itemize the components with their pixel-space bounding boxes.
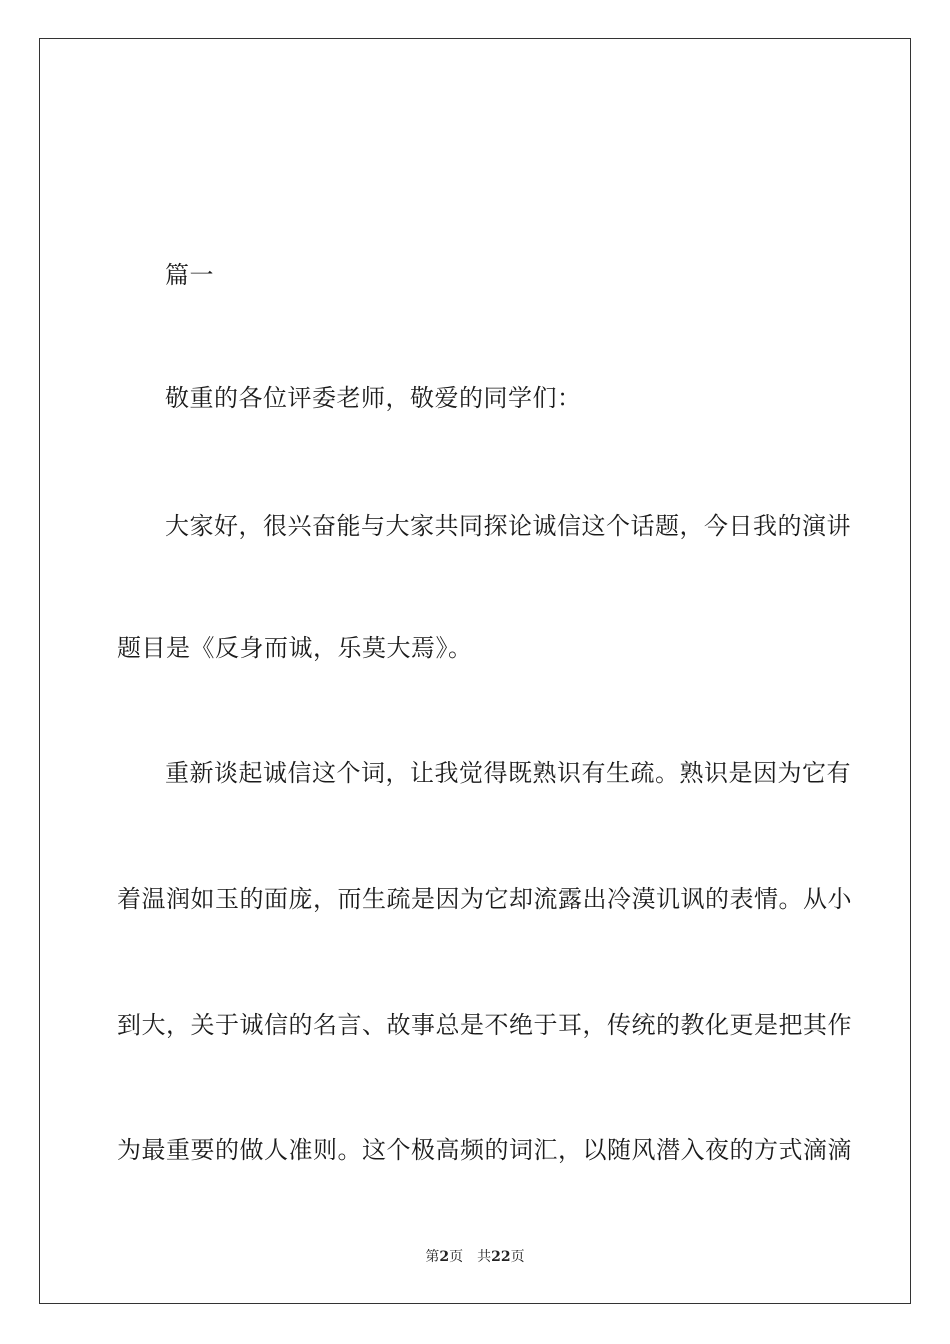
- paragraph-line: 为最重要的做人准则。这个极高频的词汇，以随风潜入夜的方式滴滴: [117, 1136, 852, 1164]
- paragraph-line: 着温润如玉的面庞，而生疏是因为它却流露出冷漠讥讽的表情。从小: [117, 885, 852, 913]
- total-prefix: 共: [477, 1249, 492, 1265]
- page-border: [39, 38, 911, 1304]
- page-footer: [0, 1248, 950, 1266]
- total-suffix: 页: [510, 1249, 525, 1265]
- page-prefix: 第: [425, 1249, 440, 1265]
- salutation: 敬重的各位评委老师，敬爱的同学们：: [165, 384, 582, 412]
- paragraph-line: 题目是《反身而诚，乐莫大焉》。: [117, 634, 473, 662]
- paragraph-line: 大家好，很兴奋能与大家共同探论诚信这个话题，今日我的演讲: [165, 512, 851, 540]
- section-heading: 篇一: [165, 261, 214, 289]
- page-suffix: 页: [449, 1249, 464, 1265]
- total-pages: 22: [491, 1249, 511, 1265]
- paragraph-line: 重新谈起诚信这个词，让我觉得既熟识有生疏。熟识是因为它有: [165, 759, 851, 787]
- page-number: 2: [439, 1249, 450, 1265]
- paragraph-line: 到大，关于诚信的名言、故事总是不绝于耳，传统的教化更是把其作: [117, 1011, 852, 1039]
